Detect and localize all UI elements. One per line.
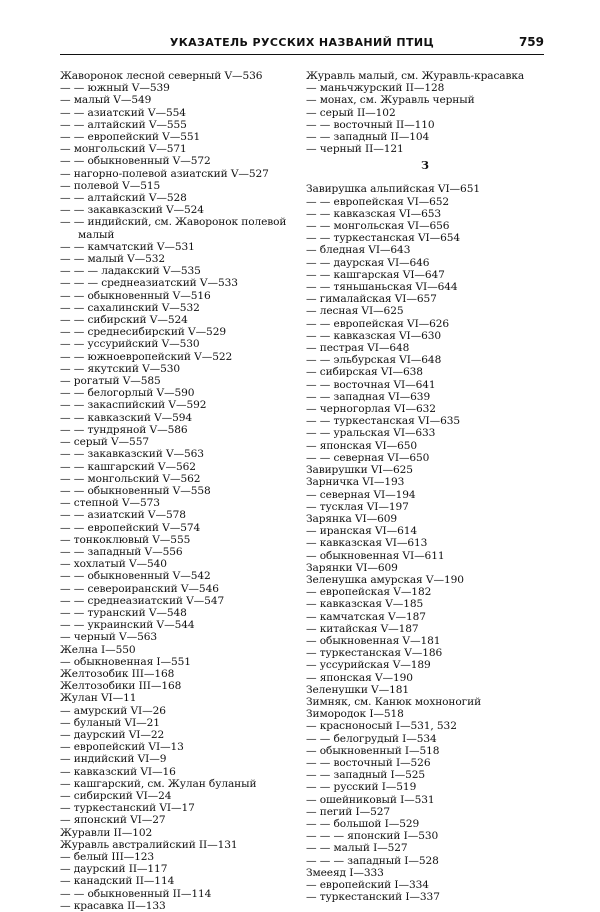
- index-entry: — — туркестанская VI—635: [306, 415, 461, 428]
- index-entry: — — обыкновенный V—516: [60, 289, 211, 302]
- index-entry: — — уральская VI—633: [306, 427, 436, 440]
- index-entry: — — алтайский V—528: [60, 192, 187, 205]
- index-entry: — малый V—549: [60, 94, 152, 107]
- index-entry: — северная VI—194: [306, 488, 416, 501]
- index-entry: Зимородок I—518: [306, 708, 404, 721]
- index-entry: — — — среднеазиатский V—533: [60, 277, 238, 290]
- index-entry: — черногорлая VI—632: [306, 403, 436, 416]
- index-entry: — туркестанская V—186: [306, 647, 443, 660]
- index-entry: Журавль австралийский II—131: [60, 838, 238, 851]
- index-entry: Зарянка VI—609: [306, 512, 397, 525]
- index-entry: — — азиатский V—578: [60, 509, 186, 522]
- header-rule: [60, 54, 544, 55]
- index-entry: — — западная VI—639: [306, 390, 431, 403]
- index-entry: — — сахалинский V—532: [60, 301, 200, 314]
- index-entry: — европейская V—182: [306, 586, 432, 599]
- index-entry: Жаворонок лесной северный V—536: [60, 70, 263, 82]
- index-entry: — — северная VI—650: [306, 451, 430, 464]
- index-entry: Журавль малый, см. Журавль-красавка: [306, 70, 525, 82]
- page-header: [60, 36, 544, 60]
- index-entry: — японская VI—650: [306, 439, 418, 452]
- index-entry: Желна I—550: [60, 643, 136, 656]
- index-entry: — степной V—573: [60, 497, 160, 510]
- index-entry: — — кавказская VI—653: [306, 207, 442, 220]
- index-entry: — — западный V—556: [60, 545, 183, 558]
- index-entry: — — кавказский V—594: [60, 411, 193, 424]
- index-entry: — кавказская V—185: [306, 598, 424, 611]
- index-entry: — — восточный I—526: [306, 756, 431, 769]
- index-entry: — тусклая VI—197: [306, 500, 409, 513]
- index-entry: — — кавказская VI—630: [306, 329, 442, 342]
- index-entry: — красноносый I—531, 532: [306, 720, 457, 733]
- index-entry: — европейский VI—13: [60, 741, 184, 754]
- index-entry: — — тундряной V—586: [60, 423, 188, 436]
- right-column-bottom-entries: [306, 183, 544, 903]
- index-entry: Зеленушка амурская V—190: [306, 573, 464, 586]
- index-entry: — пестрая VI—648: [306, 342, 410, 355]
- index-entry: — — русский I—519: [306, 781, 417, 794]
- index-entry: — ошейниковый I—531: [306, 793, 435, 806]
- index-entry: — — белогрудый I—534: [306, 732, 437, 745]
- index-entry: Желтозобики III—168: [60, 680, 182, 693]
- index-entry: — красавка II—133: [60, 899, 166, 912]
- index-entry: — черный V—563: [60, 631, 158, 644]
- index-entry: — камчатская V—187: [306, 610, 426, 623]
- index-entry: — индийский VI—9: [60, 753, 167, 766]
- index-entry: — — европейский V—574: [60, 521, 201, 534]
- index-entry: — даурский II—117: [60, 863, 168, 876]
- index-entry: — серый V—557: [60, 436, 149, 449]
- index-entry: — — якутский V—530: [60, 362, 181, 375]
- index-entry: — лесная VI—625: [306, 305, 404, 318]
- index-entry: — бледная VI—643: [306, 244, 411, 257]
- index-entry: — — — ладакский V—535: [60, 265, 201, 278]
- index-entry: Журавли II—102: [60, 826, 153, 839]
- index-entry: — — южный V—539: [60, 82, 170, 95]
- index-entry: — — монгольский V—562: [60, 472, 201, 485]
- index-entry: — — малый I—527: [306, 842, 408, 855]
- index-entry: — полевой V—515: [60, 179, 161, 192]
- index-entry: — кавказский VI—16: [60, 765, 176, 778]
- index-entry: — — белогорлый V—590: [60, 387, 195, 400]
- index-entry: — — европейская VI—626: [306, 317, 450, 330]
- index-entry: — — обыкновенный V—572: [60, 155, 211, 168]
- index-entry: — кавказская VI—613: [306, 537, 428, 550]
- index-entry: — — европейская VI—652: [306, 195, 450, 208]
- index-entry: — сибирская VI—638: [306, 366, 423, 379]
- index-entry: — — большой I—529: [306, 817, 420, 830]
- index-entry: — — обыкновенный II—114: [60, 887, 212, 900]
- right-column-top-entries: [306, 70, 544, 155]
- index-entry: — — кашгарская VI—647: [306, 268, 445, 281]
- index-entry: — пегий I—527: [306, 805, 391, 818]
- index-entry: — — туркестанская VI—654: [306, 232, 461, 245]
- index-entry: — — туранский V—548: [60, 606, 187, 619]
- index-entry: — — индийский, см. Жаворонок полевой малый: [60, 216, 287, 241]
- index-entry: — — западный I—525: [306, 769, 426, 782]
- index-entry: — туркестанский VI—17: [60, 802, 195, 815]
- index-entry: — иранская VI—614: [306, 525, 418, 538]
- index-entry: — японская V—190: [306, 671, 413, 684]
- index-entry: Завирушка альпийская VI—651: [306, 183, 480, 196]
- index-entry: — нагорно-полевой азиатский V—527: [60, 167, 269, 180]
- index-entry: — белый III—123: [60, 851, 155, 863]
- index-entry: — — — японский I—530: [306, 830, 439, 843]
- index-entry: Змееяд I—333: [306, 866, 384, 879]
- page-number: 759: [518, 35, 544, 49]
- index-entry: — кашгарский, см. Жулан буланый: [60, 777, 257, 790]
- index-entry: — — восточный II—110: [306, 118, 435, 131]
- index-entry: Желтозобик III—168: [60, 667, 175, 680]
- index-entry: — — среднесибирский V—529: [60, 326, 226, 339]
- index-entry: — — обыкновенный V—542: [60, 570, 211, 583]
- index-entry: — серый II—102: [306, 106, 396, 119]
- index-entry: — японский VI—27: [60, 814, 166, 827]
- index-entry: — обыкновенная V—181: [306, 634, 441, 647]
- index-entry: — амурский VI—26: [60, 704, 166, 717]
- index-entry: Зимняк, см. Канюк мохноногий: [306, 695, 482, 708]
- index-entry: — — монгольская VI—656: [306, 220, 450, 233]
- section-letter: З: [421, 159, 429, 173]
- index-entry: Завирушки VI—625: [306, 464, 413, 477]
- index-entry: — рогатый V—585: [60, 375, 161, 388]
- index-entry: — — тяньшаньская VI—644: [306, 281, 458, 294]
- index-entry: — буланый VI—21: [60, 716, 160, 729]
- index-entry: — монах, см. Журавль черный: [306, 94, 475, 107]
- index-entry: — — обыкновенный V—558: [60, 484, 211, 497]
- index-entry: — — закаспийский V—592: [60, 399, 207, 412]
- index-entry: — — малый V—532: [60, 253, 166, 266]
- index-entry: — — закавказский V—563: [60, 448, 204, 461]
- index-entry: — — восточная VI—641: [306, 378, 436, 391]
- index-entry: — даурский VI—22: [60, 728, 165, 741]
- index-entry: — — североиранский V—546: [60, 582, 219, 595]
- index-entry: — — — западный I—528: [306, 854, 439, 867]
- running-title: УКАЗАТЕЛЬ РУССКИХ НАЗВАНИЙ ПТИЦ: [169, 36, 435, 49]
- left-index-column: [60, 70, 296, 912]
- index-entry: — сибирский VI—24: [60, 789, 172, 802]
- index-entry: — европейский I—334: [306, 879, 429, 891]
- index-entry: — — уссурийский V—530: [60, 338, 200, 351]
- index-entry: — гималайская VI—657: [306, 293, 437, 306]
- index-entry: Зеленушки V—181: [306, 683, 410, 696]
- index-entry: — туркестанский I—337: [306, 891, 440, 904]
- index-entry: — уссурийская V—189: [306, 659, 431, 672]
- index-entry: — китайская V—187: [306, 622, 419, 635]
- index-entry: Зарянки VI—609: [306, 561, 398, 574]
- index-entry: — хохлатый V—540: [60, 558, 167, 571]
- index-entry: — обыкновенная I—551: [60, 655, 191, 668]
- index-entry: — — западный II—104: [306, 131, 430, 144]
- index-entry: — — среднеазиатский V—547: [60, 594, 225, 607]
- index-entry: — обыкновенный I—518: [306, 744, 440, 757]
- index-entry: — — сибирский V—524: [60, 314, 188, 327]
- index-entry: — маньчжурский II—128: [306, 82, 445, 95]
- index-entry: — — даурская VI—646: [306, 256, 430, 269]
- index-entry: — — украинский V—544: [60, 619, 195, 632]
- index-entry: — канадский II—114: [60, 875, 175, 888]
- index-entry: — — южноевропейский V—522: [60, 350, 233, 363]
- index-entry: — — европейский V—551: [60, 131, 201, 144]
- index-entry: Жулан VI—11: [60, 692, 137, 705]
- index-entry: — — эльбурская VI—648: [306, 354, 442, 367]
- index-entry: — обыкновенная VI—611: [306, 549, 445, 562]
- index-entry: Зарничка VI—193: [306, 476, 405, 489]
- index-entry: — тонкоклювый V—555: [60, 533, 191, 546]
- index-entry: — — алтайский V—555: [60, 118, 187, 131]
- index-entry: — черный II—121: [306, 143, 404, 156]
- index-entry: — — закавказский V—524: [60, 204, 204, 217]
- right-index-column: [306, 70, 544, 903]
- index-entry: — — кашгарский V—562: [60, 460, 196, 473]
- index-entry: — — азиатский V—554: [60, 106, 186, 119]
- index-entry: — монгольский V—571: [60, 143, 187, 156]
- index-entry: — — камчатский V—531: [60, 240, 195, 253]
